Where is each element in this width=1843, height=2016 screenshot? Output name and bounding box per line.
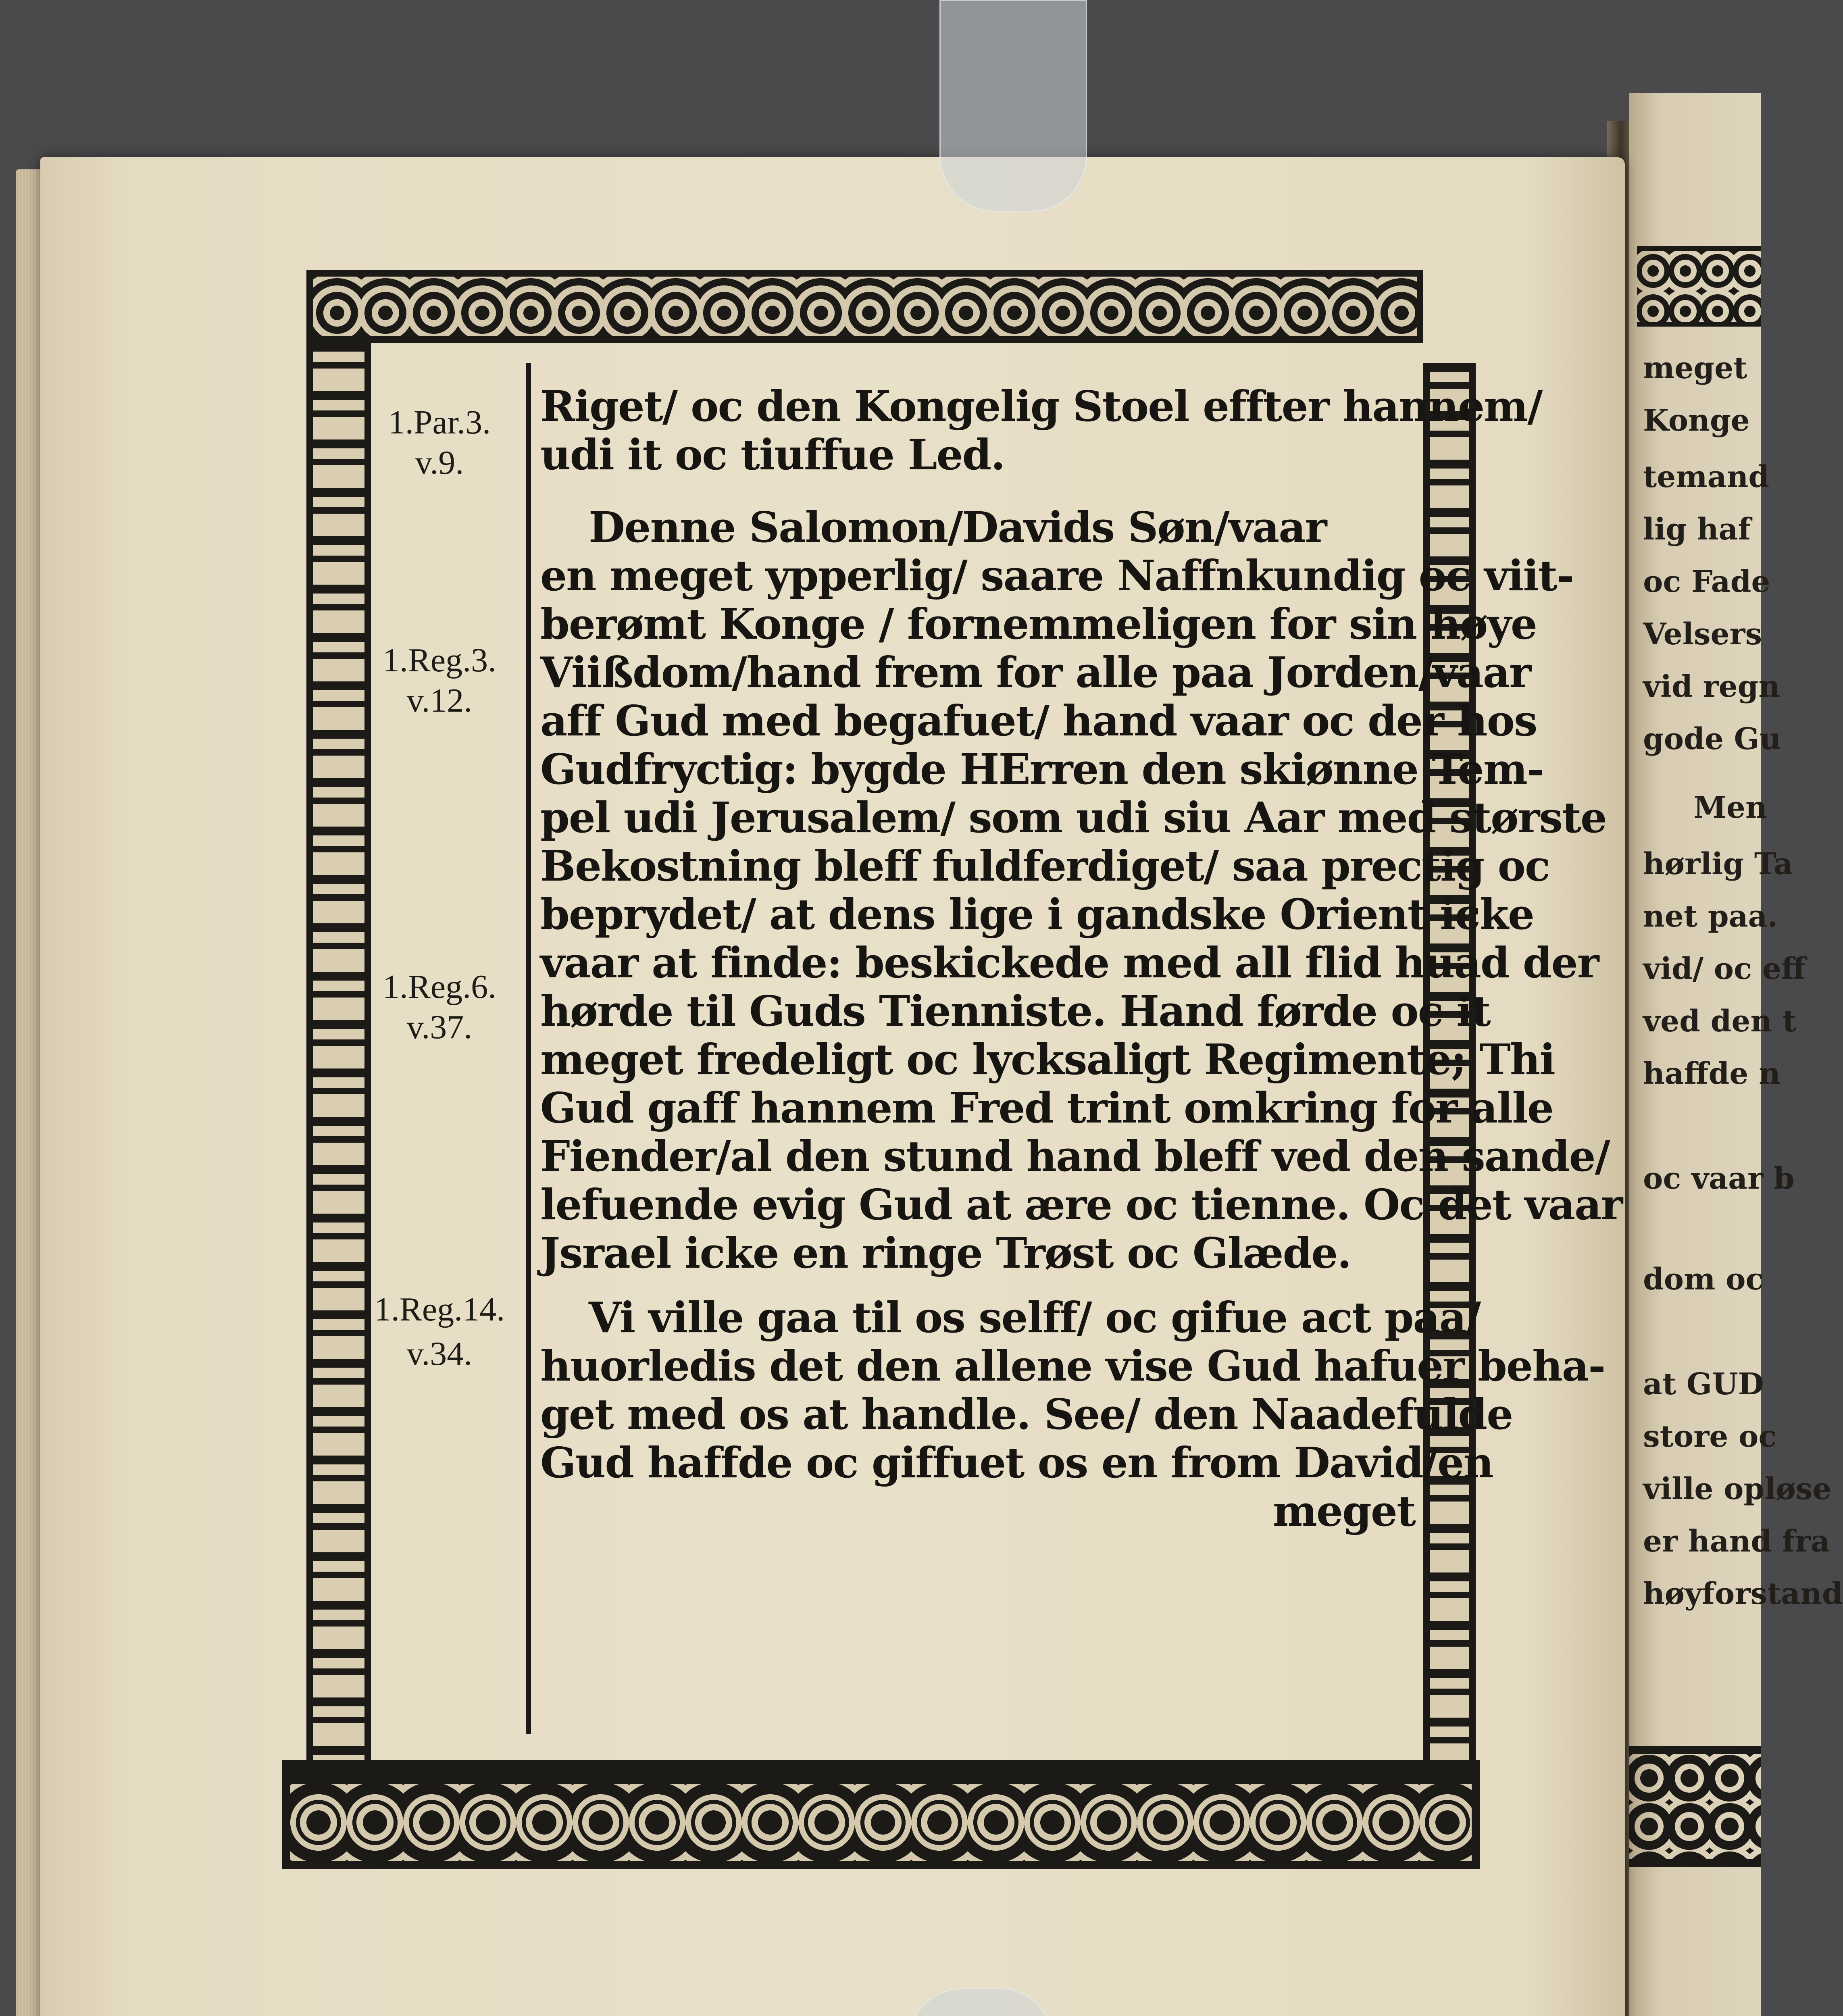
book-clamp-top bbox=[939, 0, 1087, 212]
ornamental-border-bottom bbox=[282, 1776, 1480, 1869]
margin-note: v.34. bbox=[406, 1335, 473, 1372]
margin-note: 1.Par.3. bbox=[388, 404, 491, 441]
catchword: meget bbox=[1272, 1486, 1415, 1536]
facing-text-fragment: temand bbox=[1643, 460, 1770, 494]
facing-text-fragment: haffde n bbox=[1643, 1056, 1781, 1091]
text-line: pel udi Jerusalem/ som udi siu Aar med største bbox=[540, 793, 1607, 842]
text-line: Denne Salomon/Davids Søn/vaar bbox=[589, 502, 1327, 552]
text-line: Viißdom/hand frem for alle paa Jorden/vaar bbox=[540, 648, 1531, 697]
text-line: hørde til Guds Tienniste. Hand førde oc it bbox=[540, 986, 1490, 1036]
facing-text-fragment: Men bbox=[1693, 790, 1767, 825]
text-line: aff Gud med begafuet/ hand vaar oc der hos bbox=[540, 696, 1537, 746]
facing-text-fragment: net paa. bbox=[1643, 899, 1778, 934]
facing-text-fragment: vid regn bbox=[1643, 669, 1781, 704]
facing-text-fragment: oc Fade bbox=[1643, 564, 1770, 599]
text-line: Gud gaff hannem Fred trint omkring for alle bbox=[540, 1083, 1553, 1133]
ornamental-border-left bbox=[306, 343, 371, 1766]
text-line: udi it oc tiuffue Led. bbox=[540, 430, 1005, 479]
facing-text-fragment: ved den t bbox=[1643, 1004, 1797, 1039]
text-line: Vi ville gaa til os selff/ oc gifue act paa/ bbox=[589, 1293, 1481, 1342]
facing-text-fragment: Konge bbox=[1643, 403, 1750, 438]
text-line: vaar at finde: beskickede med all flid huad der bbox=[540, 938, 1599, 987]
text-line: Gudfryctig: bygde HErren den skiønne Tem- bbox=[540, 744, 1543, 794]
facing-text-fragment: høyforstand bbox=[1643, 1577, 1843, 1611]
text-line: Bekostning bleff fuldferdiget/ saa prectig oc bbox=[540, 841, 1550, 891]
margin-note: 1.Reg.3. bbox=[382, 641, 497, 679]
text-line: en meget ypperlig/ saare Naffnkundig oc viit- bbox=[540, 551, 1574, 600]
facing-text-fragment: vid/ oc eff bbox=[1643, 952, 1806, 986]
margin-note: v.9. bbox=[415, 444, 464, 481]
margin-note: 1.Reg.14. bbox=[374, 1291, 505, 1328]
margin-note: 1.Reg.6. bbox=[382, 968, 497, 1006]
facing-text-fragment: at GUD bbox=[1643, 1367, 1764, 1402]
text-line: berømt Konge / fornemmeligen for sin høye bbox=[540, 599, 1537, 649]
facing-page-bottom-ornament bbox=[1629, 1746, 1761, 1867]
facing-text-fragment: dom oc bbox=[1643, 1262, 1764, 1297]
text-line: Fiender/al den stund hand bleff ved den sande/ bbox=[540, 1131, 1610, 1181]
facing-text-fragment: gode Gu bbox=[1643, 722, 1781, 756]
text-line: Riget/ oc den Kongelig Stoel effter hannem/ bbox=[540, 381, 1542, 431]
facing-text-fragment: Velsers bbox=[1643, 617, 1762, 652]
facing-text-fragment: meget bbox=[1643, 351, 1747, 385]
margin-rule bbox=[526, 363, 531, 1734]
margin-note: v.37. bbox=[406, 1008, 473, 1046]
text-line: huorledis det den allene vise Gud hafuer beha- bbox=[540, 1341, 1605, 1391]
text-line: meget fredeligt oc lycksaligt Regimente; Thi bbox=[540, 1035, 1555, 1084]
text-line: Jsrael icke en ringe Trøst oc Glæde. bbox=[540, 1228, 1351, 1278]
facing-text-fragment: lig haf bbox=[1643, 512, 1751, 547]
facing-page-top-ornament bbox=[1637, 246, 1761, 327]
text-line: get med os at handle. See/ den Naadefulde bbox=[540, 1389, 1513, 1439]
facing-text-fragment: ville opløse bbox=[1643, 1472, 1832, 1506]
ornamental-border-top bbox=[306, 270, 1423, 343]
ornamental-rule-bottom bbox=[282, 1760, 1480, 1776]
facing-text-fragment: er hand fra bbox=[1643, 1524, 1830, 1559]
facing-text-fragment: hørlig Ta bbox=[1643, 847, 1793, 881]
text-line: beprydet/ at dens lige i gandske Orient icke bbox=[540, 889, 1534, 939]
text-line: lefuende evig Gud at ære oc tienne. Oc det vaar bbox=[540, 1180, 1622, 1229]
facing-text-fragment: oc vaar b bbox=[1643, 1161, 1795, 1196]
facing-text-fragment: store oc bbox=[1643, 1419, 1777, 1454]
text-line: Gud haffde oc giffuet os en from David/en bbox=[540, 1438, 1493, 1487]
margin-note: v.12. bbox=[406, 682, 473, 719]
